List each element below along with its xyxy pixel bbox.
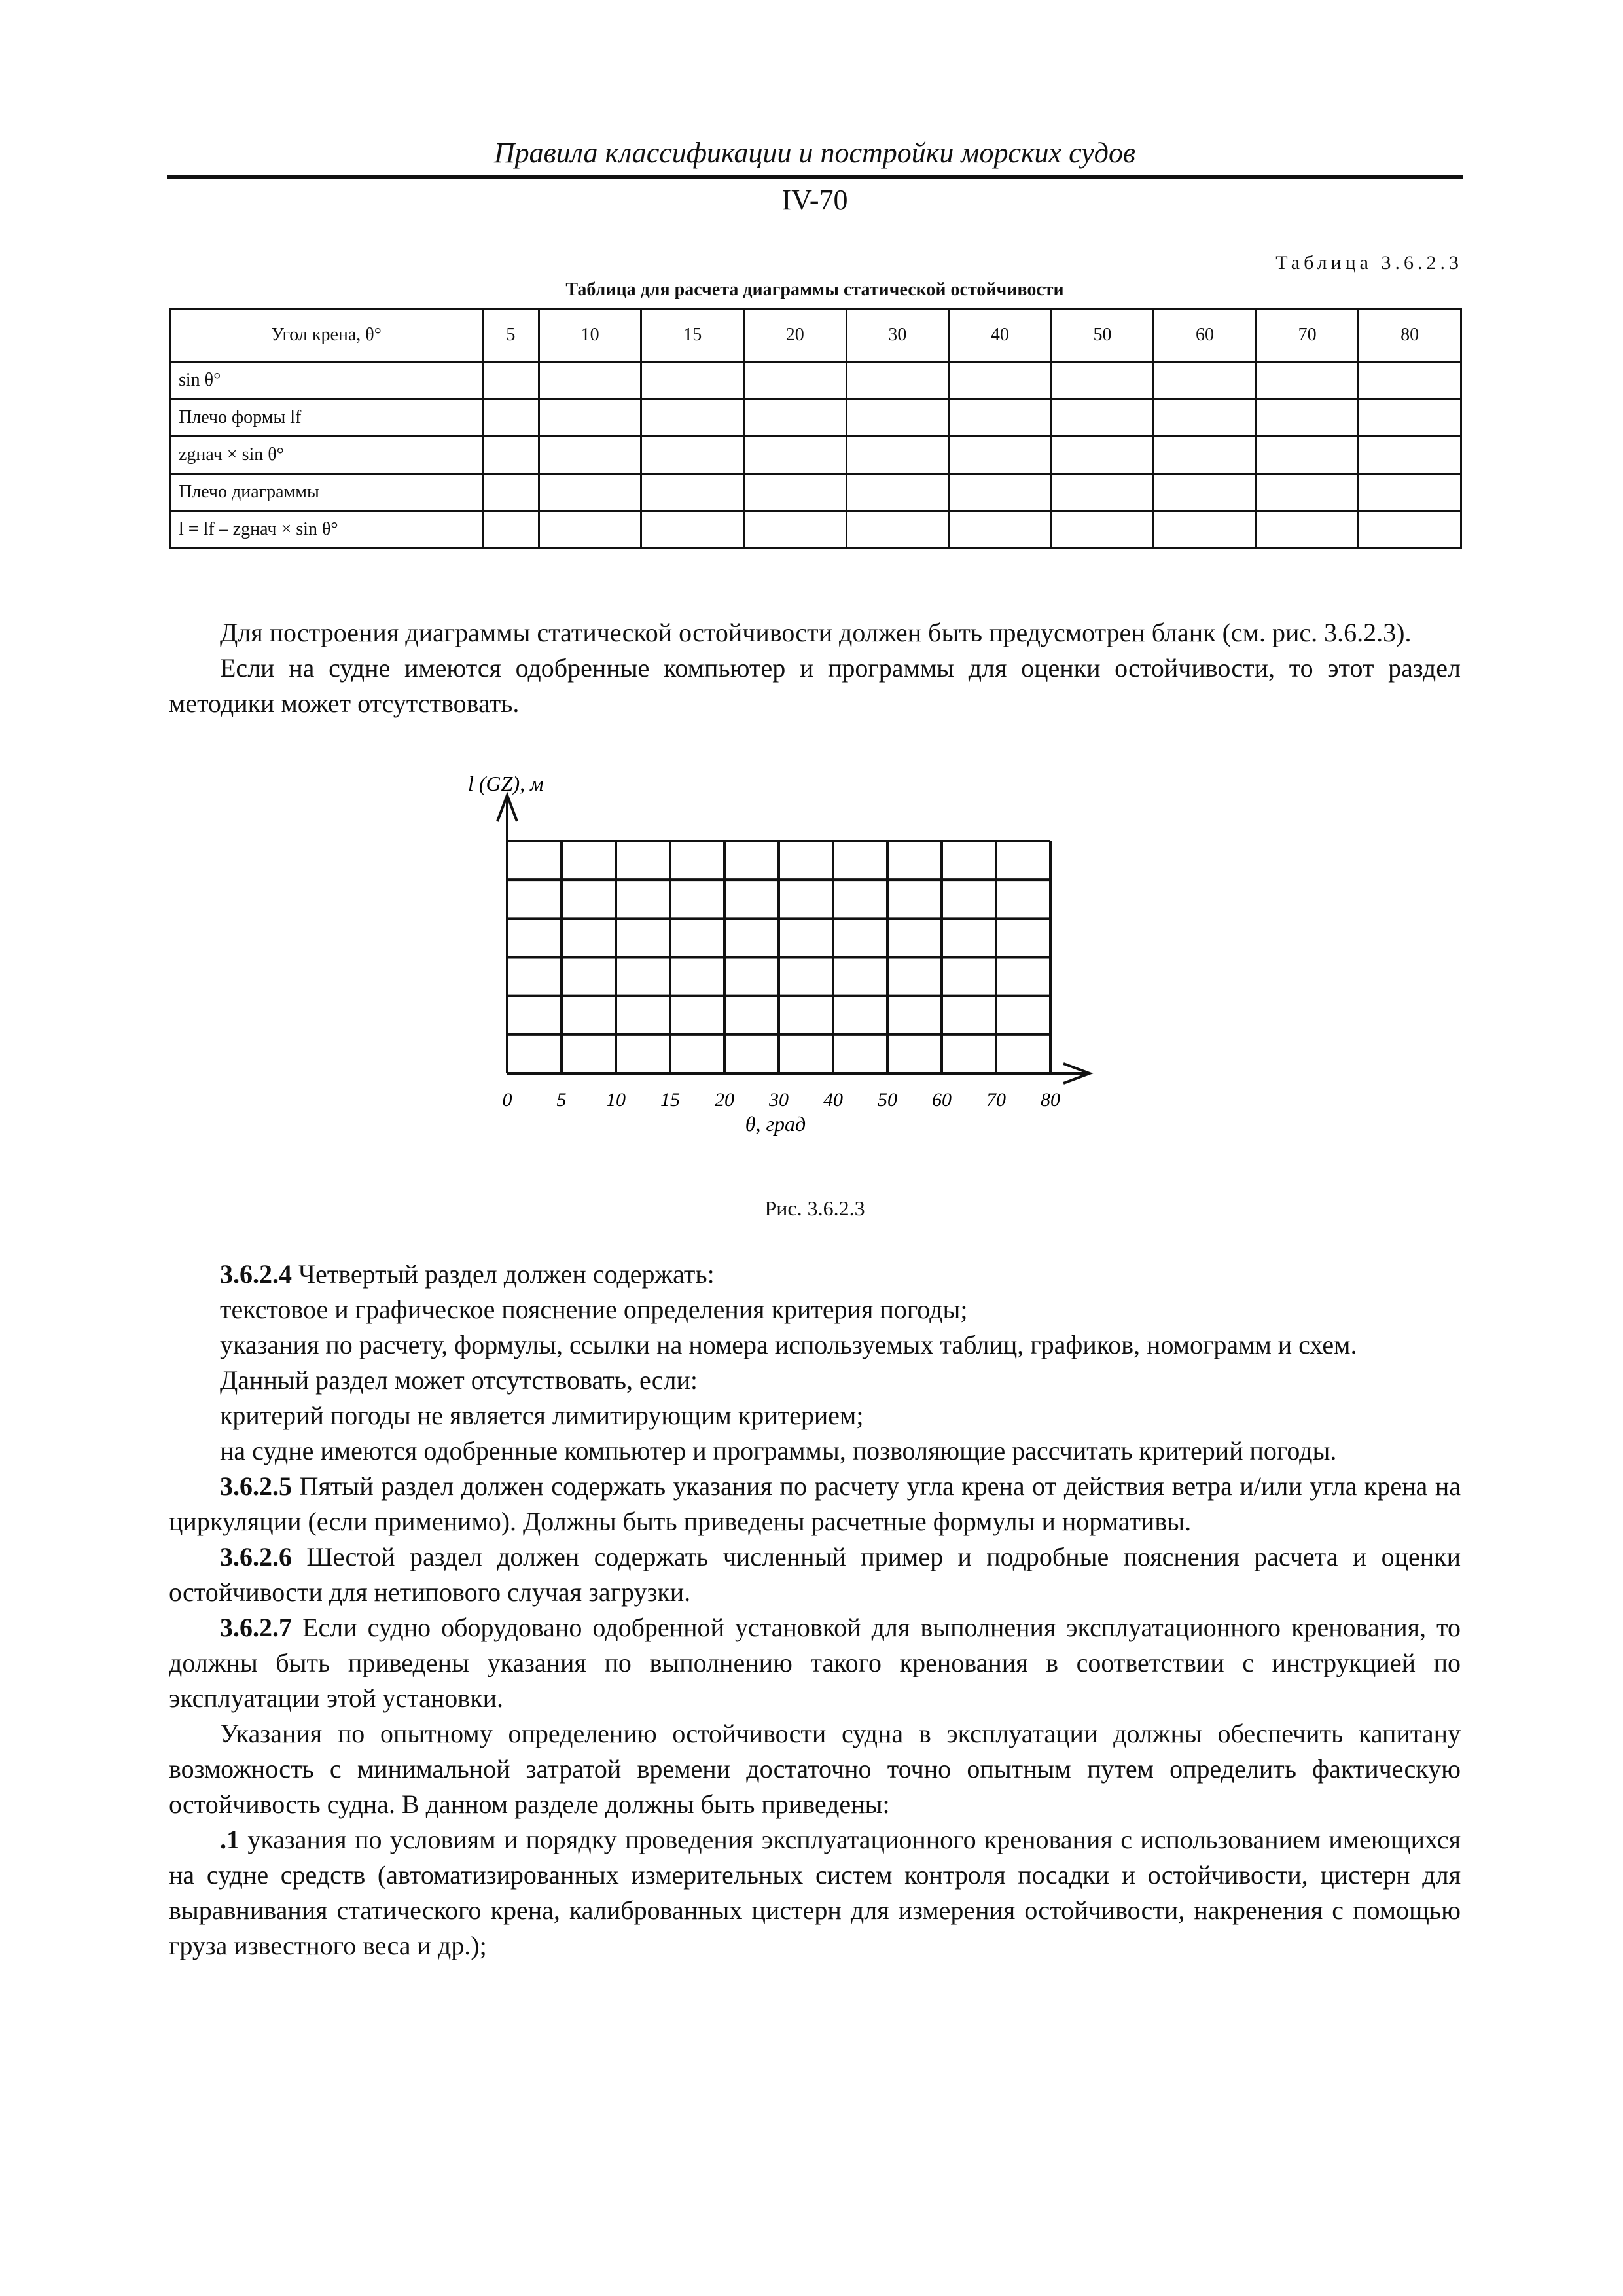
x-tick-label: 20 xyxy=(715,1089,734,1111)
guidance-paragraph: Указания по опытному определению остойчивости судна в эксплуатации должны обеспечить капитану возможность с минимальной затратой времени достаточно точно опытным путем определить фактическую остойчивость судна. В данном разделе должны быть приведены: xyxy=(169,1719,1461,1819)
list-item: указания по расчету, формулы, ссылки на номера используемых таблиц, графиков, номограмм и схем. xyxy=(220,1330,1357,1359)
list-item: критерий погоды не является лимитирующим критерием; xyxy=(220,1401,864,1430)
intro-paragraph: Для построения диаграммы статической остойчивости должен быть предусмотрен бланк (см. рис. 3.6.2.3). xyxy=(220,618,1412,647)
angle-cell: 70 xyxy=(1256,309,1359,362)
section-3-6-2-4: 3.6.2.4 Четвертый раздел должен содержать: xyxy=(220,1259,715,1289)
x-tick-label: 60 xyxy=(932,1089,952,1111)
angle-cell: 50 xyxy=(1051,309,1154,362)
list-item: Данный раздел может отсутствовать, если: xyxy=(220,1365,698,1395)
row-label-formula: l = lf – zgнач × sin θ° xyxy=(170,511,483,548)
x-tick-label: 0 xyxy=(502,1089,512,1111)
row-label-diagram-arm: Плечо диаграммы xyxy=(170,474,483,511)
x-tick-label: 80 xyxy=(1041,1089,1060,1111)
x-tick-label: 50 xyxy=(878,1089,897,1111)
angle-cell: 20 xyxy=(743,309,846,362)
chart-grid xyxy=(507,841,1050,1073)
row-label-sin: sin θ° xyxy=(170,362,483,399)
angle-header-cell: Угол крена, θ° xyxy=(170,309,483,362)
list-item: текстовое и графическое пояснение определения критерия погоды; xyxy=(220,1295,968,1324)
x-tick-label: 30 xyxy=(769,1089,789,1111)
row-label-zg-sin: zgнач × sin θ° xyxy=(170,437,483,474)
intro-paragraph: Если на судне имеются одобренные компьютер и программы для оценки остойчивости, то этот раздел методики может отсутствовать. xyxy=(169,653,1461,718)
list-item: на судне имеются одобренные компьютер и программы, позволяющие рассчитать критерий погоды. xyxy=(220,1436,1337,1465)
x-tick-label: 70 xyxy=(986,1089,1006,1111)
y-axis-label: l (GZ), м xyxy=(468,772,544,795)
angle-cell: 10 xyxy=(539,309,641,362)
row-label-form-arm: Плечо формы lf xyxy=(170,399,483,437)
running-header-title: Правила классификации и постройки морских судов xyxy=(493,137,1136,169)
section-3-6-2-6: 3.6.2.6 Шестой раздел должен содержать численный пример и подробные пояснения расчета и оценки остойчивости для нетипового случая загрузки. xyxy=(169,1542,1461,1607)
angle-cell: 60 xyxy=(1154,309,1257,362)
section-3-6-2-5: 3.6.2.5 Пятый раздел должен содержать указания по расчету угла крена от действия ветра и/или угла крена на циркуляции (если применимо). Должны быть приведены расчетные формулы и нормативы. xyxy=(169,1471,1461,1536)
sections-text xyxy=(169,1257,1461,1964)
angle-cell: 15 xyxy=(641,309,744,362)
x-tick-label: 5 xyxy=(556,1089,567,1111)
x-tick-label: 40 xyxy=(823,1089,843,1111)
table-label: Таблица 3.6.2.3 xyxy=(1275,252,1463,274)
x-tick-label: 10 xyxy=(606,1089,626,1111)
angle-cell: 40 xyxy=(949,309,1052,362)
x-axis-label: θ, град xyxy=(745,1112,806,1136)
angle-cell: 5 xyxy=(483,309,539,362)
angle-cell: 80 xyxy=(1359,309,1461,362)
angle-cell: 30 xyxy=(846,309,949,362)
page-number: IV-70 xyxy=(781,184,848,216)
figure-caption: Рис. 3.6.2.3 xyxy=(764,1196,865,1220)
section-3-6-2-7: 3.6.2.7 Если судно оборудовано одобренной установкой для выполнения эксплуатационного кренования, то должны быть приведены указания по выполнению такого кренования в соответствии с инструкцией по эксплуатации этой установки. xyxy=(169,1613,1461,1713)
x-tick-label: 15 xyxy=(660,1089,680,1111)
numbered-item-1: .1 указания по условиям и порядку проведения эксплуатационного кренования с использованием имеющихся на судне средств (автоматизированных измерительных систем контроля посадки и остойчивости, цистерн для выравнивания статического крена, калиброванных цистерн для измерения остойчивости, накренения с помощью груза известного веса и др.); xyxy=(169,1825,1461,1960)
table-caption: Таблица для расчета диаграммы статической остойчивости xyxy=(565,279,1064,300)
